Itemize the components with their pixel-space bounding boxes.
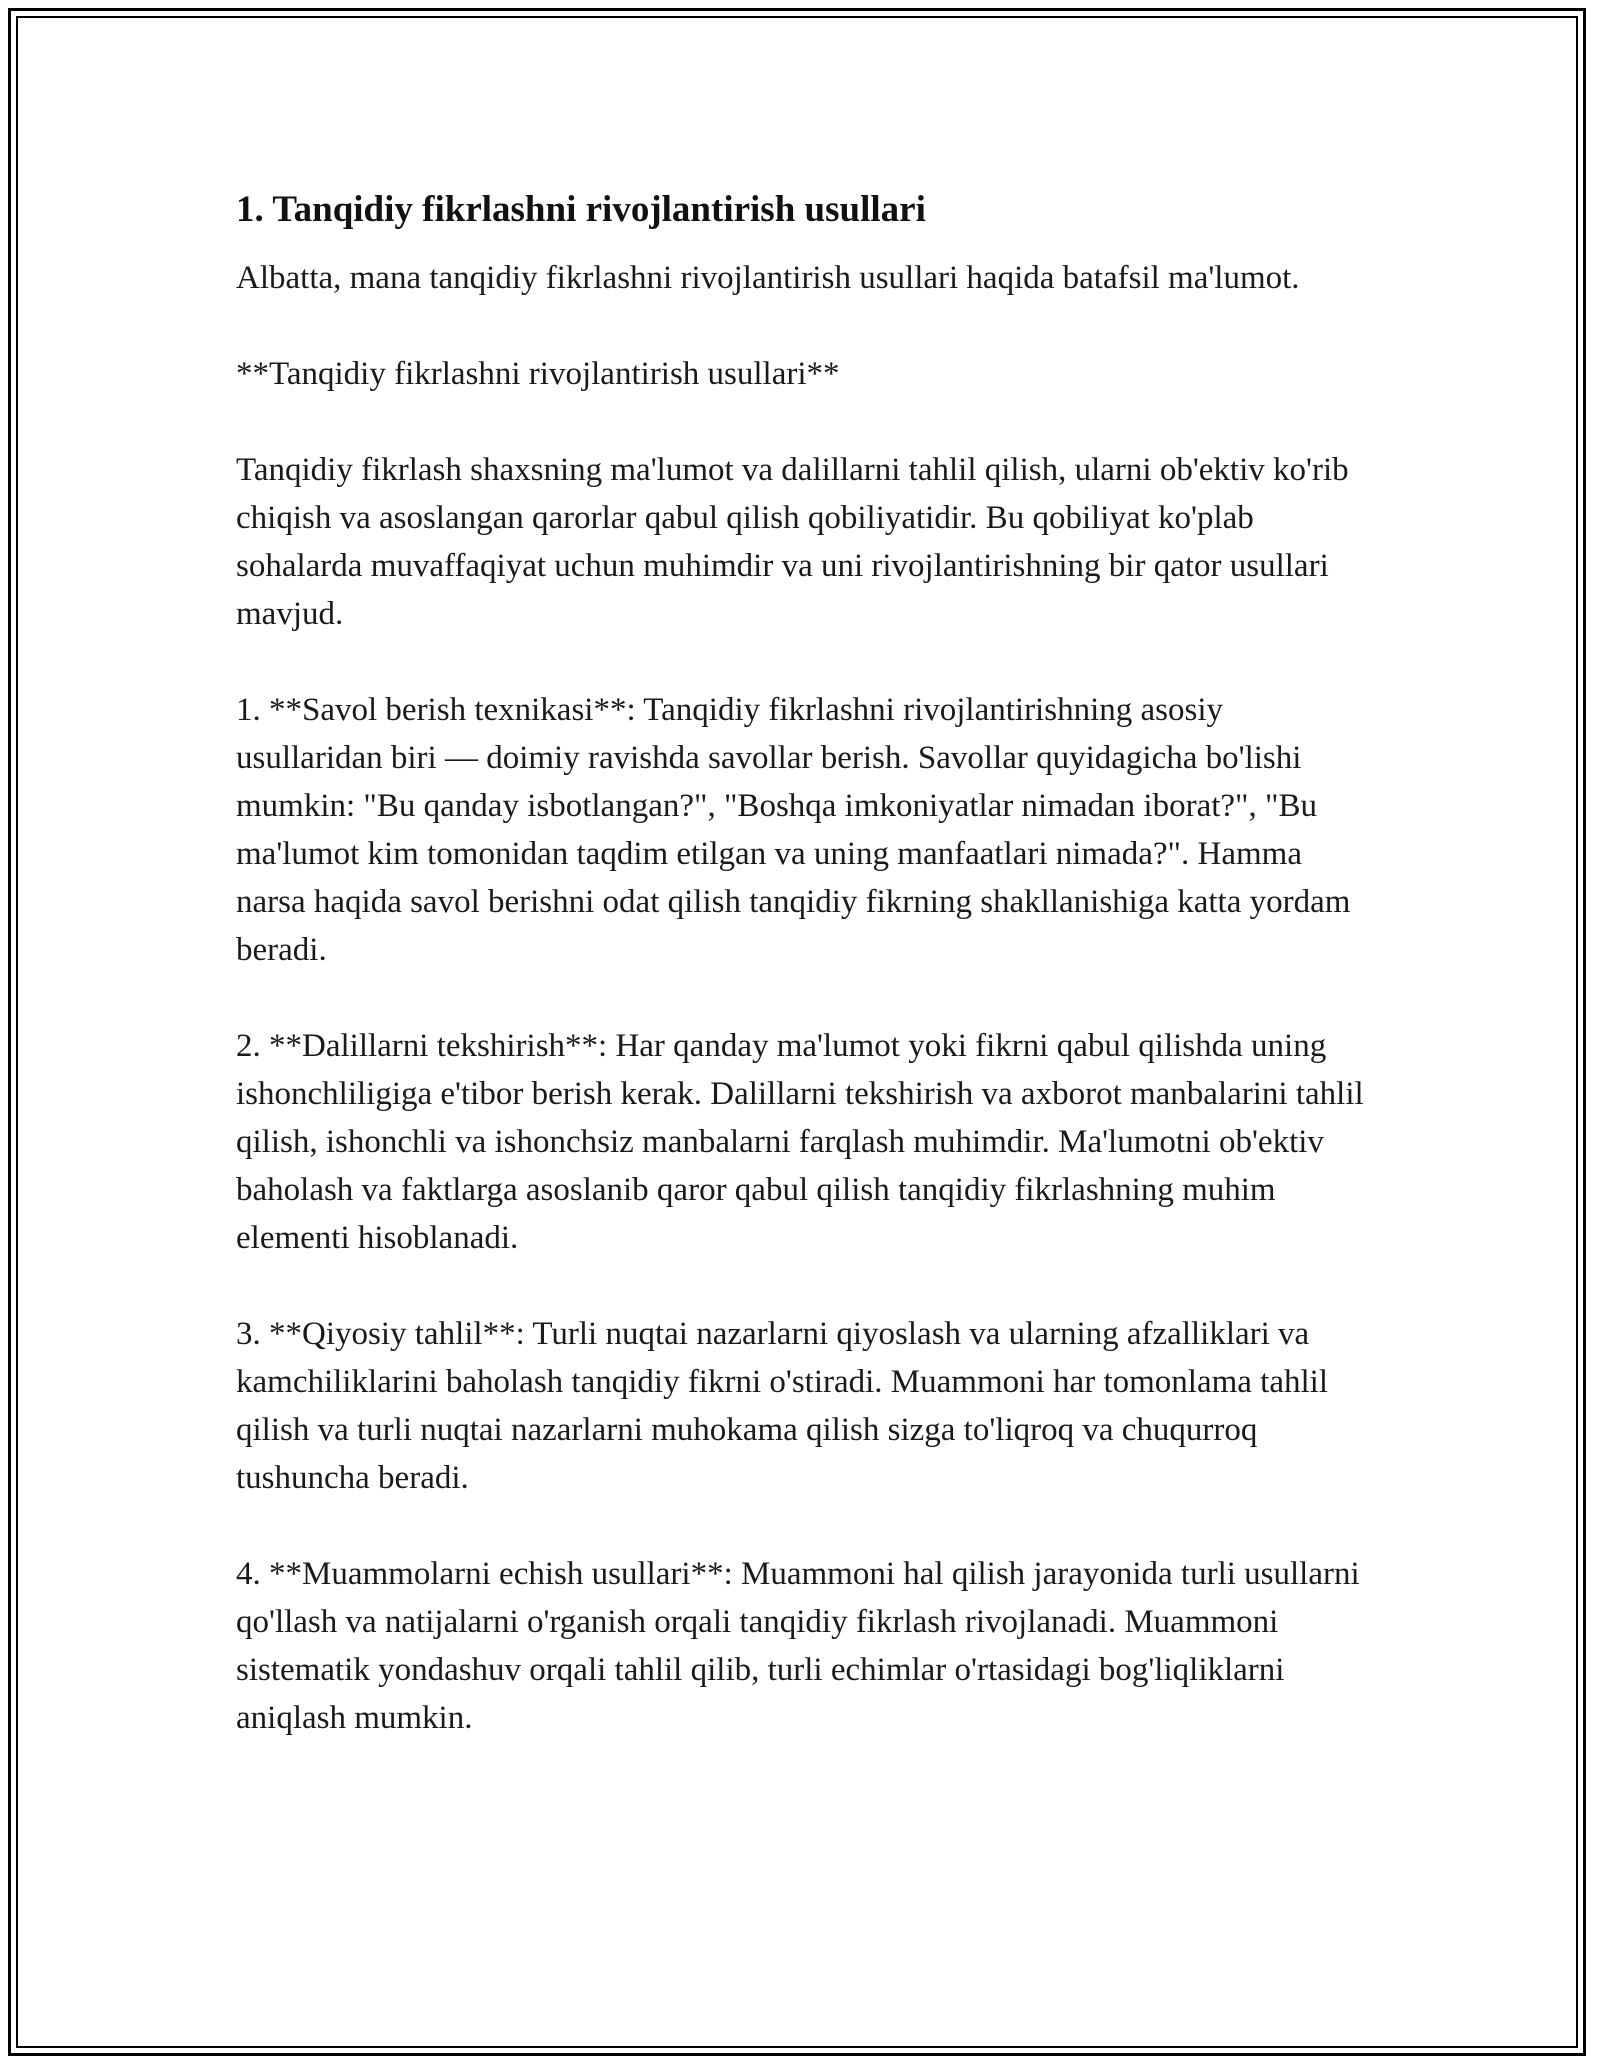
definition-paragraph: Tanqidiy fikrlash shaxsning ma'lumot va dalillarni tahlil qilish, ularni ob'ektiv ko'rib chiqish va asoslangan qarorlar qabul qilish qobiliyatidir. Bu qobiliyat ko'plab sohalarda muvaffaqiyat uchun muhimdir va uni rivojlantirishning bir qator usullari mavjud. [236, 452, 1349, 632]
subheading-paragraph: **Tanqidiy fikrlashni rivojlantirish usullari** [236, 356, 840, 392]
method-paragraph-3: 3. **Qiyosiy tahlil**: Turli nuqtai nazarlarni qiyoslash va ularning afzalliklari va kamchiliklarini baholash tanqidiy fikrni o'stiradi. Muammoni har tomonlama tahlil qilish va turli nuqtai nazarlarni muhokama qilish sizga to'liqroq va chuqurroq tushuncha beradi. [236, 1316, 1328, 1496]
intro-paragraph: Albatta, mana tanqidiy fikrlashni rivojlantirish usullari haqida batafsil ma'lumot. [236, 260, 1300, 296]
document-title: 1. Tanqidiy fikrlashni rivojlantirish usullari [236, 189, 926, 230]
method-paragraph-2: 2. **Dalillarni tekshirish**: Har qanday ma'lumot yoki fikrni qabul qilishda uning ishonchliligiga e'tibor berish kerak. Dalillarni tekshirish va axborot manbalarini tahlil qilish, ishonchli va ishonchsiz manbalarni farqlash muhimdir. Ma'lumotni ob'ektiv baholash va faktlarga asoslanib qaror qabul qilish tanqidiy fikrlashning muhim elementi hisoblanadi. [236, 1028, 1364, 1256]
method-paragraph-1: 1. **Savol berish texnikasi**: Tanqidiy fikrlashni rivojlantirishning asosiy usullaridan biri — doimiy ravishda savollar berish. Savollar quyidagicha bo'lishi mumkin: "Bu qanday isbotlangan?", "Boshqa imkoniyatlar nimadan iborat?", "Bu ma'lumot kim tomonidan taqdim etilgan va uning manfaatlari nimada?". Hamma narsa haqida savol berishni odat qilish tanqidiy fikrning shakllanishiga katta yordam beradi. [236, 692, 1351, 968]
document-body [236, 186, 1376, 1790]
method-paragraph-4: 4. **Muammolarni echish usullari**: Muammoni hal qilish jarayonida turli usullarni qo'llash va natijalarni o'rganish orqali tanqidiy fikrlash rivojlanadi. Muammoni sistematik yondashuv orqali tahlil qilib, turli echimlar o'rtasidagi bog'liqliklarni aniqlash mumkin. [236, 1556, 1360, 1736]
